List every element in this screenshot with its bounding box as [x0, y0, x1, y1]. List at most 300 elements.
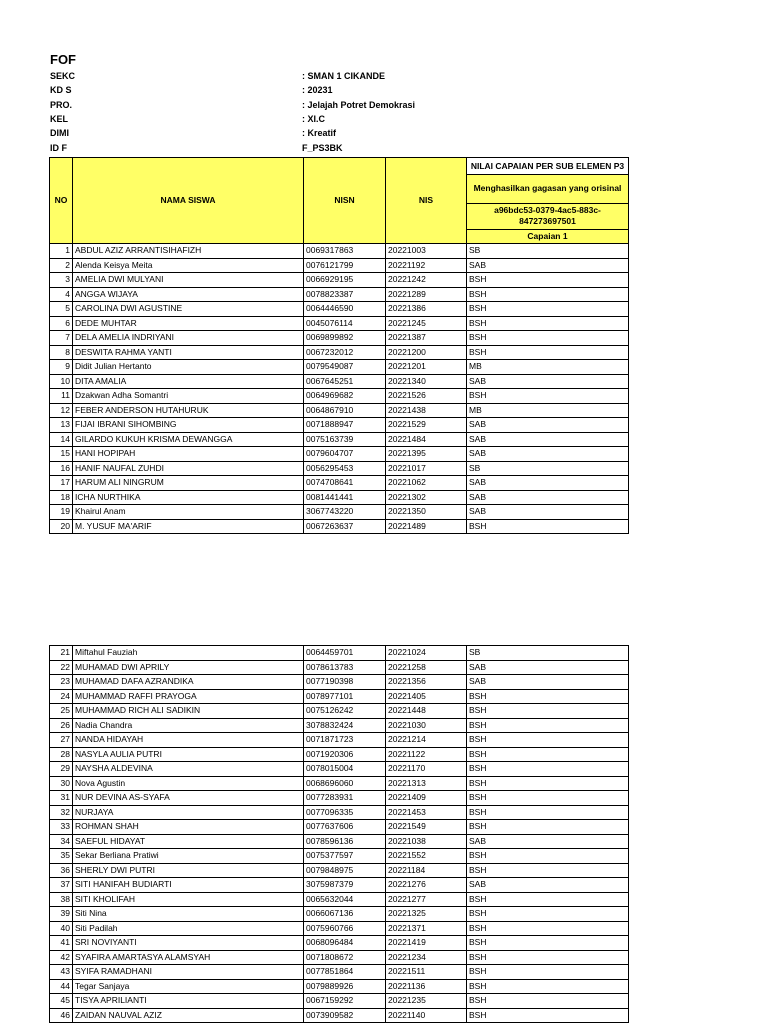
capaian-value: BSH	[467, 345, 629, 360]
student-nisn: 0078596136	[304, 834, 386, 849]
student-name: HANI HOPIPAH	[73, 447, 304, 462]
table-body-page-2	[50, 646, 629, 1023]
table-row	[50, 505, 629, 520]
meta-key: PRO.	[50, 100, 73, 110]
student-nis: 20221062	[386, 476, 467, 491]
student-name: Sekar Berliana Pratiwi	[73, 849, 304, 864]
student-nisn: 0068096484	[304, 936, 386, 951]
capaian-value: SAB	[467, 834, 629, 849]
capaian-value: BSH	[467, 979, 629, 994]
table-row	[50, 805, 629, 820]
capaian-value: BSH	[467, 950, 629, 965]
capaian-value: SAB	[467, 258, 629, 273]
row-number: 3	[50, 273, 73, 288]
student-nisn: 0078977101	[304, 689, 386, 704]
capaian-value: BSH	[467, 316, 629, 331]
student-nis: 20221003	[386, 244, 467, 259]
row-number: 27	[50, 733, 73, 748]
student-name: NANDA HIDAYAH	[73, 733, 304, 748]
row-number: 21	[50, 646, 73, 661]
student-nis: 20221313	[386, 776, 467, 791]
student-nis: 20221140	[386, 1008, 467, 1023]
row-number: 31	[50, 791, 73, 806]
student-nis: 20221350	[386, 505, 467, 520]
student-name: DESWITA RAHMA YANTI	[73, 345, 304, 360]
row-number: 34	[50, 834, 73, 849]
table-row	[50, 820, 629, 835]
row-number: 22	[50, 660, 73, 675]
capaian-value: BSH	[467, 733, 629, 748]
student-nisn: 0079848975	[304, 863, 386, 878]
table-row	[50, 418, 629, 433]
row-number: 14	[50, 432, 73, 447]
row-number: 12	[50, 403, 73, 418]
student-name: MUHAMMAD RAFFI PRAYOGA	[73, 689, 304, 704]
student-nis: 20221302	[386, 490, 467, 505]
row-number: 45	[50, 994, 73, 1009]
capaian-value: BSH	[467, 718, 629, 733]
student-nisn: 0077283931	[304, 791, 386, 806]
capaian-value: BSH	[467, 805, 629, 820]
capaian-value: SAB	[467, 447, 629, 462]
capaian-value: BSH	[467, 1008, 629, 1023]
capaian-value: BSH	[467, 921, 629, 936]
student-nis: 20221356	[386, 675, 467, 690]
student-nisn: 0077851864	[304, 965, 386, 980]
student-nisn: 3078832424	[304, 718, 386, 733]
row-number: 5	[50, 302, 73, 317]
table-row	[50, 447, 629, 462]
student-name: GILARDO KUKUH KRISMA DEWANGGA	[73, 432, 304, 447]
table-row	[50, 994, 629, 1009]
student-nis: 20221017	[386, 461, 467, 476]
student-nisn: 0071888947	[304, 418, 386, 433]
student-name: M. YUSUF MA'ARIF	[73, 519, 304, 534]
student-name: Dzakwan Adha Somantri	[73, 389, 304, 404]
meta-key: ID F	[50, 143, 67, 153]
student-name: Siti Padilah	[73, 921, 304, 936]
student-nis: 20221549	[386, 820, 467, 835]
student-nis: 20221122	[386, 747, 467, 762]
capaian-value: MB	[467, 403, 629, 418]
row-number: 37	[50, 878, 73, 893]
student-name: Siti Nina	[73, 907, 304, 922]
student-nisn: 0075377597	[304, 849, 386, 864]
student-nis: 20221184	[386, 863, 467, 878]
form-title: FOF	[50, 52, 76, 67]
row-number: 39	[50, 907, 73, 922]
header-sub-elemen: Menghasilkan gagasan yang orisinal	[467, 175, 629, 203]
table-row	[50, 432, 629, 447]
student-nisn: 0079604707	[304, 447, 386, 462]
student-nis: 20221453	[386, 805, 467, 820]
capaian-value: BSH	[467, 820, 629, 835]
table-row	[50, 316, 629, 331]
table-row	[50, 646, 629, 661]
row-number: 29	[50, 762, 73, 777]
student-nisn: 0069317863	[304, 244, 386, 259]
student-name: SAEFUL HIDAYAT	[73, 834, 304, 849]
student-name: AMELIA DWI MULYANI	[73, 273, 304, 288]
student-nis: 20221395	[386, 447, 467, 462]
student-nisn: 0064459701	[304, 646, 386, 661]
student-nisn: 0077096335	[304, 805, 386, 820]
capaian-value: BSH	[467, 704, 629, 719]
row-number: 20	[50, 519, 73, 534]
table-row	[50, 704, 629, 719]
row-number: 40	[50, 921, 73, 936]
table-row	[50, 360, 629, 375]
row-number: 25	[50, 704, 73, 719]
student-nis: 20221526	[386, 389, 467, 404]
student-name: Nova Agustin	[73, 776, 304, 791]
student-nisn: 3075987379	[304, 878, 386, 893]
student-nis: 20221438	[386, 403, 467, 418]
student-nisn: 0066929195	[304, 273, 386, 288]
header-nilai-capaian: NILAI CAPAIAN PER SUB ELEMEN P3	[467, 158, 629, 175]
student-nis: 20221201	[386, 360, 467, 375]
student-name: MUHAMMAD RICH ALI SADIKIN	[73, 704, 304, 719]
capaian-value: SAB	[467, 476, 629, 491]
capaian-value: BSH	[467, 863, 629, 878]
row-number: 24	[50, 689, 73, 704]
header-capaian: Capaian 1	[467, 229, 629, 243]
row-number: 41	[50, 936, 73, 951]
row-number: 16	[50, 461, 73, 476]
row-number: 2	[50, 258, 73, 273]
row-number: 42	[50, 950, 73, 965]
student-name: ICHA NURTHIKA	[73, 490, 304, 505]
row-number: 46	[50, 1008, 73, 1023]
table-row	[50, 979, 629, 994]
student-name: SITI KHOLIFAH	[73, 892, 304, 907]
capaian-value: BSH	[467, 331, 629, 346]
table-row	[50, 878, 629, 893]
student-nisn: 0077637606	[304, 820, 386, 835]
student-nis: 20221258	[386, 660, 467, 675]
capaian-value: BSH	[467, 762, 629, 777]
student-nis: 20221409	[386, 791, 467, 806]
table-row	[50, 863, 629, 878]
meta-key: KEL	[50, 114, 68, 124]
table-row	[50, 762, 629, 777]
student-nisn: 0067232012	[304, 345, 386, 360]
student-nis: 20221371	[386, 921, 467, 936]
row-number: 15	[50, 447, 73, 462]
table-row	[50, 1008, 629, 1023]
row-number: 36	[50, 863, 73, 878]
capaian-value: BSH	[467, 519, 629, 534]
row-number: 11	[50, 389, 73, 404]
student-nis: 20221387	[386, 331, 467, 346]
student-nis: 20221038	[386, 834, 467, 849]
capaian-value: BSH	[467, 747, 629, 762]
table-row	[50, 776, 629, 791]
row-number: 1	[50, 244, 73, 259]
header-nama-siswa: NAMA SISWA	[73, 158, 304, 244]
student-name: TISYA APRILIANTI	[73, 994, 304, 1009]
capaian-value: BSH	[467, 965, 629, 980]
student-name: SYIFA RAMADHANI	[73, 965, 304, 980]
student-name: Miftahul Fauziah	[73, 646, 304, 661]
capaian-value: SAB	[467, 878, 629, 893]
capaian-value: SAB	[467, 418, 629, 433]
student-name: Didit Julian Hertanto	[73, 360, 304, 375]
student-nisn: 0071808672	[304, 950, 386, 965]
student-nisn: 0067263637	[304, 519, 386, 534]
capaian-value: BSH	[467, 389, 629, 404]
student-nis: 20221419	[386, 936, 467, 951]
student-name: HANIF NAUFAL ZUHDI	[73, 461, 304, 476]
student-name: DITA AMALIA	[73, 374, 304, 389]
student-nisn: 0056295453	[304, 461, 386, 476]
student-name: FIJAI IBRANI SIHOMBING	[73, 418, 304, 433]
student-nisn: 0073909582	[304, 1008, 386, 1023]
student-name: SHERLY DWI PUTRI	[73, 863, 304, 878]
table-row	[50, 849, 629, 864]
meta-value: F_PS3BK	[302, 143, 343, 153]
student-nis: 20221511	[386, 965, 467, 980]
student-name: DEDE MUHTAR	[73, 316, 304, 331]
student-nis: 20221489	[386, 519, 467, 534]
row-number: 33	[50, 820, 73, 835]
capaian-value: SAB	[467, 660, 629, 675]
row-number: 17	[50, 476, 73, 491]
meta-value: : XI.C	[302, 114, 326, 124]
table-row	[50, 374, 629, 389]
capaian-value: SB	[467, 244, 629, 259]
row-number: 32	[50, 805, 73, 820]
student-name: SYAFIRA AMARTASYA ALAMSYAH	[73, 950, 304, 965]
table-row	[50, 921, 629, 936]
student-nis: 20221235	[386, 994, 467, 1009]
student-nisn: 0075960766	[304, 921, 386, 936]
student-nis: 20221277	[386, 892, 467, 907]
student-nisn: 0064867910	[304, 403, 386, 418]
student-nisn: 0075126242	[304, 704, 386, 719]
student-name: NAYSHA ALDEVINA	[73, 762, 304, 777]
student-name: Tegar Sanjaya	[73, 979, 304, 994]
table-row	[50, 287, 629, 302]
header-elemen-id: a96bdc53-0379-4ac5-883c-847273697501	[467, 203, 629, 229]
student-nis: 20221405	[386, 689, 467, 704]
table-row	[50, 519, 629, 534]
row-number: 35	[50, 849, 73, 864]
meta-value: : 20231	[302, 85, 333, 95]
meta-value: : SMAN 1 CIKANDE	[302, 71, 386, 81]
student-nisn: 0077190398	[304, 675, 386, 690]
student-nis: 20221340	[386, 374, 467, 389]
student-nisn: 0065632044	[304, 892, 386, 907]
student-nisn: 0075163739	[304, 432, 386, 447]
table-row	[50, 892, 629, 907]
student-name: ZAIDAN NAUVAL AZIZ	[73, 1008, 304, 1023]
table-row	[50, 965, 629, 980]
student-name: ANGGA WIJAYA	[73, 287, 304, 302]
student-nis: 20221484	[386, 432, 467, 447]
student-name: MUHAMAD DWI APRILY	[73, 660, 304, 675]
student-nis: 20221242	[386, 273, 467, 288]
student-nis: 20221245	[386, 316, 467, 331]
student-nisn: 0078015004	[304, 762, 386, 777]
student-name: SITI HANIFAH BUDIARTI	[73, 878, 304, 893]
student-nis: 20221386	[386, 302, 467, 317]
student-nisn: 0081441441	[304, 490, 386, 505]
table-row	[50, 733, 629, 748]
capaian-value: BSH	[467, 302, 629, 317]
student-nis: 20221276	[386, 878, 467, 893]
student-name: NURJAYA	[73, 805, 304, 820]
header-no: NO	[50, 158, 73, 244]
student-name: FEBER ANDERSON HUTAHURUK	[73, 403, 304, 418]
capaian-value: SAB	[467, 374, 629, 389]
student-nisn: 0076121799	[304, 258, 386, 273]
table-row	[50, 689, 629, 704]
table-row	[50, 907, 629, 922]
table-row	[50, 389, 629, 404]
student-nisn: 0068696060	[304, 776, 386, 791]
student-nis: 20221448	[386, 704, 467, 719]
student-name: Nadia Chandra	[73, 718, 304, 733]
student-nisn: 0067645251	[304, 374, 386, 389]
row-number: 8	[50, 345, 73, 360]
row-number: 23	[50, 675, 73, 690]
capaian-value: BSH	[467, 273, 629, 288]
header-nisn: NISN	[304, 158, 386, 244]
capaian-value: SB	[467, 461, 629, 476]
student-nis: 20221529	[386, 418, 467, 433]
table-row	[50, 331, 629, 346]
table-row	[50, 660, 629, 675]
capaian-value: BSH	[467, 791, 629, 806]
student-name: SRI NOVIYANTI	[73, 936, 304, 951]
capaian-value: BSH	[467, 994, 629, 1009]
table-row	[50, 273, 629, 288]
student-nisn: 0079889926	[304, 979, 386, 994]
row-number: 19	[50, 505, 73, 520]
meta-key: SEKC	[50, 71, 76, 81]
student-nis: 20221136	[386, 979, 467, 994]
student-nis: 20221170	[386, 762, 467, 777]
student-nisn: 0074708641	[304, 476, 386, 491]
row-number: 44	[50, 979, 73, 994]
student-nisn: 0071871723	[304, 733, 386, 748]
student-name: ABDUL AZIZ ARRANTISIHAFIZH	[73, 244, 304, 259]
student-nis: 20221024	[386, 646, 467, 661]
table-row	[50, 476, 629, 491]
student-nisn: 0071920306	[304, 747, 386, 762]
student-nisn: 3067743220	[304, 505, 386, 520]
capaian-value: BSH	[467, 907, 629, 922]
student-nisn: 0066067136	[304, 907, 386, 922]
table-row	[50, 345, 629, 360]
table-row	[50, 244, 629, 259]
student-name: Alenda Keisya Meita	[73, 258, 304, 273]
table-row	[50, 936, 629, 951]
table-row	[50, 675, 629, 690]
grades-table-page-1	[49, 157, 629, 534]
student-nis: 20221200	[386, 345, 467, 360]
table-row	[50, 718, 629, 733]
row-number: 28	[50, 747, 73, 762]
meta-value: : Jelajah Potret Demokrasi	[302, 100, 416, 110]
student-name: HARUM ALI NINGRUM	[73, 476, 304, 491]
capaian-value: BSH	[467, 849, 629, 864]
capaian-value: SB	[467, 646, 629, 661]
capaian-value: SAB	[467, 432, 629, 447]
student-nisn: 0078823387	[304, 287, 386, 302]
student-name: MUHAMAD DAFA AZRANDIKA	[73, 675, 304, 690]
row-number: 7	[50, 331, 73, 346]
capaian-value: MB	[467, 360, 629, 375]
student-name: DELA AMELIA INDRIYANI	[73, 331, 304, 346]
row-number: 38	[50, 892, 73, 907]
table-row	[50, 834, 629, 849]
row-number: 13	[50, 418, 73, 433]
capaian-value: BSH	[467, 689, 629, 704]
student-nis: 20221325	[386, 907, 467, 922]
capaian-value: BSH	[467, 776, 629, 791]
table-row	[50, 950, 629, 965]
student-name: CAROLINA DWI AGUSTINE	[73, 302, 304, 317]
meta-key: DIMI	[50, 128, 69, 138]
row-number: 10	[50, 374, 73, 389]
capaian-value: SAB	[467, 675, 629, 690]
grades-table-page-2	[49, 645, 629, 1023]
student-nisn: 0064969682	[304, 389, 386, 404]
student-nis: 20221552	[386, 849, 467, 864]
student-nisn: 0045076114	[304, 316, 386, 331]
student-nisn: 0078613783	[304, 660, 386, 675]
student-nis: 20221192	[386, 258, 467, 273]
student-nisn: 0064446590	[304, 302, 386, 317]
table-row	[50, 791, 629, 806]
row-number: 18	[50, 490, 73, 505]
table-row	[50, 258, 629, 273]
student-nis: 20221214	[386, 733, 467, 748]
table-body-page-1	[50, 244, 629, 534]
student-name: Khairul Anam	[73, 505, 304, 520]
student-name: NASYLA AULIA PUTRI	[73, 747, 304, 762]
table-row	[50, 403, 629, 418]
student-name: NUR DEVINA AS-SYAFA	[73, 791, 304, 806]
table-row	[50, 302, 629, 317]
student-nis: 20221234	[386, 950, 467, 965]
capaian-value: BSH	[467, 892, 629, 907]
row-number: 30	[50, 776, 73, 791]
header-nis: NIS	[386, 158, 467, 244]
capaian-value: BSH	[467, 936, 629, 951]
meta-value: : Kreatif	[302, 128, 337, 138]
capaian-value: BSH	[467, 287, 629, 302]
capaian-value: SAB	[467, 505, 629, 520]
student-nisn: 0079549087	[304, 360, 386, 375]
row-number: 43	[50, 965, 73, 980]
row-number: 4	[50, 287, 73, 302]
table-row	[50, 461, 629, 476]
student-nisn: 0069899892	[304, 331, 386, 346]
row-number: 9	[50, 360, 73, 375]
student-nisn: 0067159292	[304, 994, 386, 1009]
student-name: ROHMAN SHAH	[73, 820, 304, 835]
table-row	[50, 490, 629, 505]
student-nis: 20221289	[386, 287, 467, 302]
table-row	[50, 747, 629, 762]
meta-key: KD S	[50, 85, 72, 95]
row-number: 26	[50, 718, 73, 733]
row-number: 6	[50, 316, 73, 331]
student-nis: 20221030	[386, 718, 467, 733]
